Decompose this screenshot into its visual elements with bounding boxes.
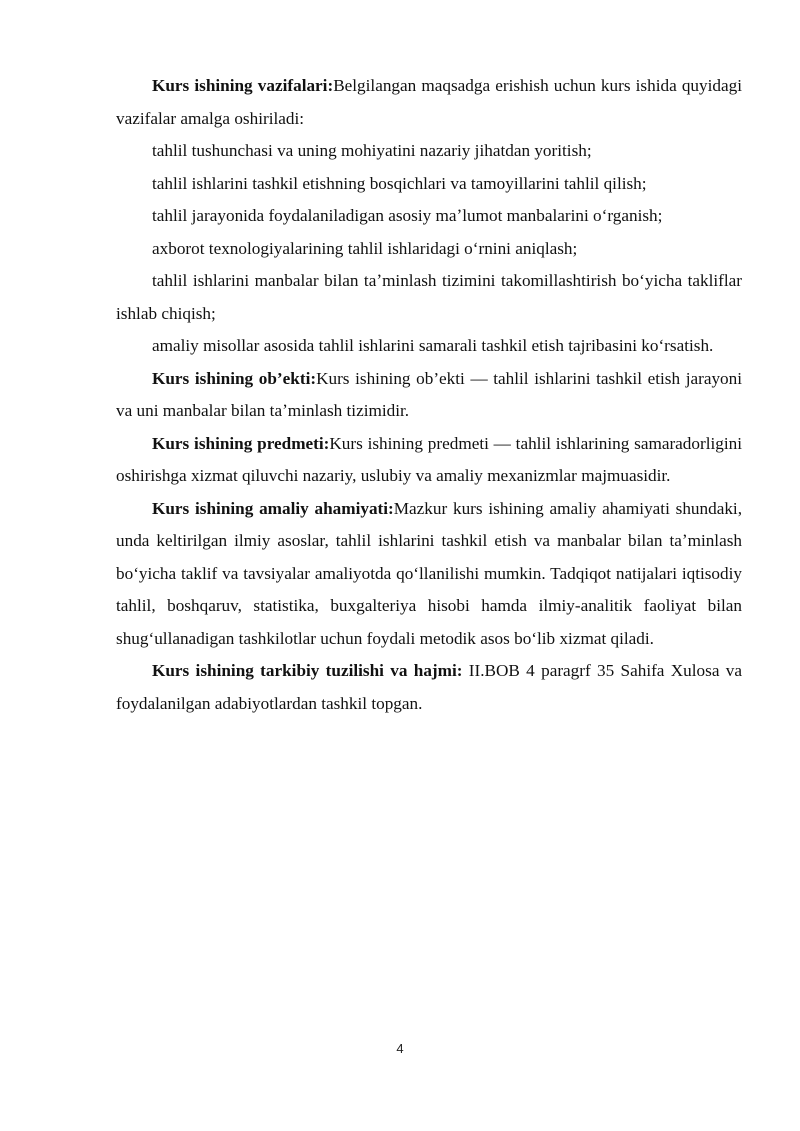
object-paragraph	[116, 363, 742, 428]
task-item-5: tahlil ishlarini manbalar bilan taʼminlash tizimini takomillashtirish boʻyicha takliflar ishlab chiqish;	[116, 271, 742, 323]
task-item-1: tahlil tushunchasi va uning mohiyatini nazariy jihatdan yoritish;	[152, 141, 592, 160]
subject-label: Kurs ishining predmeti:	[152, 433, 330, 453]
significance-paragraph	[116, 493, 742, 656]
structure-paragraph	[116, 655, 742, 720]
tasks-intro: Belgilangan maqsadga erishish uchun kurs ishida quyidagi vazifalar amalga oshiriladi:	[116, 76, 742, 128]
significance-label: Kurs ishining amaliy ahamiyati:	[152, 498, 394, 518]
task-item-4: axborot texnologiyalarining tahlil ishlaridagi oʻrnini aniqlash;	[152, 238, 578, 258]
tasks-paragraph	[116, 70, 742, 135]
significance-text: Mazkur kurs ishining amaliy ahamiyati shundaki, unda keltirilgan ilmiy asoslar, tahlil ishlarini tashkil etish va manbalar bilan taʼminlash boʻyicha taklif va tavsiyalar amaliyotda qoʻllanilishi mumkin. Tadqiqot natijalari iqtisodiy tahlil, boshqaruv, statistika, buxgalteriya hisobi hamda ilmiy-analitik faoliyat bilan shugʻullanadigan tashkilotlar uchun foydali metodik asos boʻlib xizmat qiladi.	[116, 498, 742, 648]
structure-label: Kurs ishining tarkibiy tuzilishi va hajmi:	[152, 661, 463, 680]
tasks-label: Kurs ishining vazifalari:	[152, 76, 334, 95]
task-item-3: tahlil jarayonida foydalaniladigan asosiy maʼlumot manbalarini oʻrganish;	[152, 206, 663, 225]
object-text: Kurs ishining ob’ekti — tahlil ishlarini tashkil etish jarayoni va uni manbalar bilan taʼminlash tizimidir.	[116, 368, 743, 420]
task-item-2: tahlil ishlarini tashkil etishning bosqichlari va tamoyillarini tahlil qilish;	[152, 173, 647, 193]
object-label: Kurs ishining ob’ekti:	[152, 368, 317, 388]
task-item-6: amaliy misollar asosida tahlil ishlarini samarali tashkil etish tajribasini koʻrsatish.	[152, 336, 714, 355]
structure-text: II.BOB 4 paragrf 35 Sahifa Xulosa va foydalanilgan adabiyotlardan tashkil topgan.	[116, 661, 742, 713]
page-number: 4	[396, 1041, 404, 1056]
page-content	[116, 70, 742, 720]
subject-paragraph	[116, 428, 742, 493]
subject-text: Kurs ishining predmeti — tahlil ishlarining samaradorligini oshirishga xizmat qiluvchi nazariy, uslubiy va amaliy mexanizmlar majmuasidir.	[116, 433, 742, 485]
